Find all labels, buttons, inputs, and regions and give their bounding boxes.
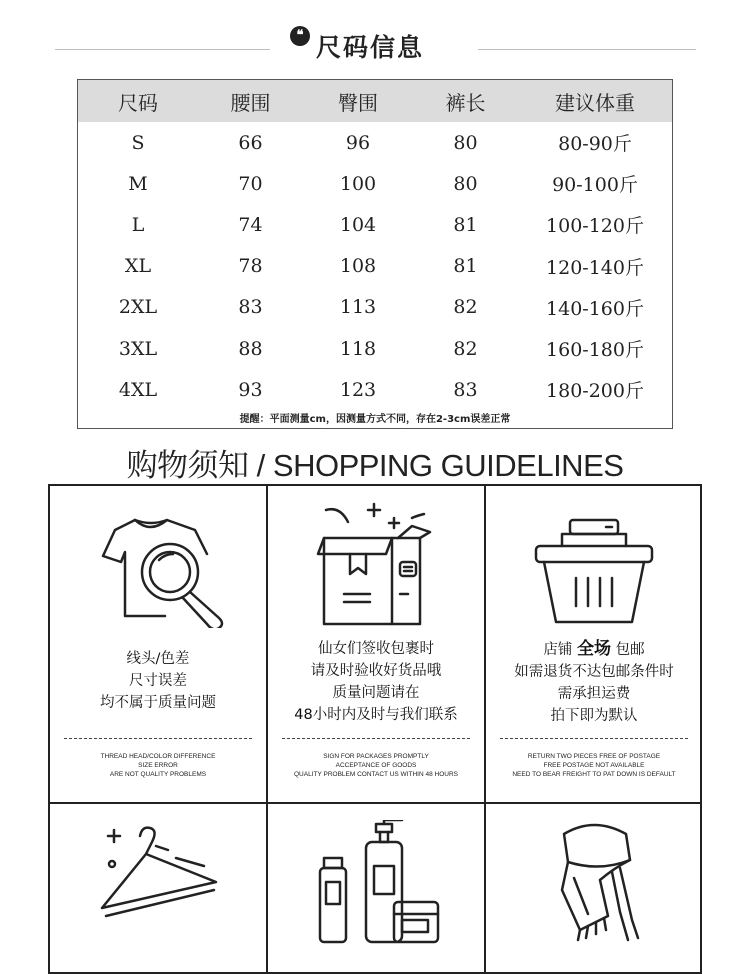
en-line: SIGN FOR PACKAGES PROMPTLY xyxy=(323,753,429,760)
scarf-icon xyxy=(550,820,640,950)
cell-size: L xyxy=(131,213,145,236)
cell-hip: 96 xyxy=(345,131,371,154)
cell-size: 3XL xyxy=(118,337,158,360)
shopping-basket-icon xyxy=(532,518,656,628)
en-line: THREAD HEAD/COLOR DIFFERENCE xyxy=(100,753,216,760)
cell-length: 80 xyxy=(453,172,478,195)
table-row xyxy=(78,369,672,410)
guideline-cell-shipping xyxy=(486,486,702,802)
table-row xyxy=(78,328,672,369)
cosmetic-bottles-icon xyxy=(318,820,440,944)
cn-text xyxy=(50,648,266,714)
header-hip: 臀围 xyxy=(338,90,378,115)
cell-hip: 104 xyxy=(339,213,377,236)
guideline-cell-scarf xyxy=(486,804,702,974)
size-table xyxy=(77,79,673,429)
cell-length: 83 xyxy=(453,378,478,401)
cn-word: 包邮 xyxy=(615,642,645,658)
cn-line: 请及时验收好货品哦 xyxy=(310,663,442,679)
cell-hip: 100 xyxy=(339,172,377,195)
cell-waist: 88 xyxy=(238,337,263,360)
table-row xyxy=(78,287,672,328)
guideline-cell-package xyxy=(268,486,484,802)
guideline-cell-wash xyxy=(268,804,484,974)
cell-waist: 66 xyxy=(238,131,263,154)
cn-line: 需承担运费 xyxy=(557,686,631,702)
cn-line: 48小时内及时与我们联系 xyxy=(294,707,458,723)
cell-hip: 118 xyxy=(339,337,377,360)
en-text xyxy=(486,752,702,779)
cell-waist: 78 xyxy=(238,255,263,278)
cell-weight: 180-200斤 xyxy=(546,380,644,403)
package-box-icon xyxy=(316,502,440,626)
section-header xyxy=(0,20,750,70)
cell-waist: 83 xyxy=(238,296,263,319)
cell-size: XL xyxy=(124,255,152,278)
cell-size: M xyxy=(128,172,148,195)
cn-line: 仙女们签收包裹时 xyxy=(318,641,434,657)
dashed-divider xyxy=(500,738,688,739)
cell-weight: 140-160斤 xyxy=(546,297,644,320)
guideline-cell-quality xyxy=(50,486,266,802)
guideline-cell-hanger xyxy=(50,804,266,974)
cn-text xyxy=(268,638,484,726)
en-line: ARE NOT QUALITY PROBLEMS xyxy=(109,771,207,778)
cn-line xyxy=(486,638,702,661)
clothes-hanger-icon xyxy=(96,820,226,930)
table-row xyxy=(78,204,672,245)
table-row xyxy=(78,122,672,163)
guidelines-title: 购物须知 / SHOPPING GUIDELINES xyxy=(126,448,624,483)
guidelines-grid xyxy=(48,484,702,974)
table-row xyxy=(78,246,672,287)
header-size: 尺码 xyxy=(118,90,158,115)
cell-hip: 113 xyxy=(339,296,377,319)
section-title: 尺码信息 xyxy=(316,33,425,62)
divider-right xyxy=(478,49,696,50)
cell-length: 82 xyxy=(453,337,478,360)
table-header-row xyxy=(78,80,672,122)
cell-waist: 70 xyxy=(238,172,263,195)
dashed-divider xyxy=(282,738,470,739)
cell-hip: 108 xyxy=(339,255,377,278)
table-row xyxy=(78,163,672,204)
header-weight: 建议体重 xyxy=(555,90,635,115)
cell-length: 80 xyxy=(453,131,478,154)
en-line: NEED TO BEAR FREIGHT TO PAT DOWN IS DEFAULT xyxy=(512,771,676,778)
en-line: RETURN TWO PIECES FREE OF POSTAGE xyxy=(527,753,661,760)
cell-weight: 90-100斤 xyxy=(552,174,638,197)
cn-line: 拍下即为默认 xyxy=(550,708,638,724)
quote-icon: ❝ xyxy=(290,26,310,46)
cell-hip: 123 xyxy=(339,378,377,401)
divider-left xyxy=(55,49,270,50)
cn-line: 尺寸误差 xyxy=(129,673,187,689)
cell-weight: 80-90斤 xyxy=(558,133,632,156)
cn-line: 线头/色差 xyxy=(126,651,190,667)
header-length: 裤长 xyxy=(445,90,486,115)
cn-word-highlight: 全场 xyxy=(577,639,611,659)
cell-waist: 93 xyxy=(238,378,263,401)
cell-size: S xyxy=(131,131,145,154)
en-line: QUALITY PROBLEM CONTACT US WITHIN 48 HOURS xyxy=(294,771,458,778)
cell-waist: 74 xyxy=(238,213,263,236)
dashed-divider xyxy=(64,738,252,739)
tshirt-magnifier-icon xyxy=(95,508,235,628)
cell-weight: 100-120斤 xyxy=(546,215,644,238)
table-body xyxy=(78,122,672,410)
cell-weight: 120-140斤 xyxy=(546,256,644,279)
en-text xyxy=(50,752,266,779)
cell-size: 4XL xyxy=(118,378,158,401)
en-text xyxy=(268,752,484,779)
table-note: 提醒：平面测量cm，因测量方式不同，存在2-3cm误差正常 xyxy=(239,414,511,425)
header-waist: 腰围 xyxy=(230,90,271,115)
en-line: SIZE ERROR xyxy=(138,762,178,769)
en-line: FREE POSTAGE NOT AVAILABLE xyxy=(543,762,645,769)
cell-length: 81 xyxy=(453,255,478,278)
cn-line: 质量问题请在 xyxy=(332,685,420,701)
cell-length: 82 xyxy=(453,296,478,319)
cell-length: 81 xyxy=(453,213,478,236)
cn-line: 均不属于质量问题 xyxy=(100,695,216,711)
cn-word: 店铺 xyxy=(543,642,573,658)
en-line: ACCEPTANCE OF GOODS xyxy=(335,762,417,769)
cn-text xyxy=(486,638,702,727)
cell-size: 2XL xyxy=(118,296,158,319)
cell-weight: 160-180斤 xyxy=(546,339,644,362)
cn-line: 如需退货不达包邮条件时 xyxy=(514,664,674,680)
